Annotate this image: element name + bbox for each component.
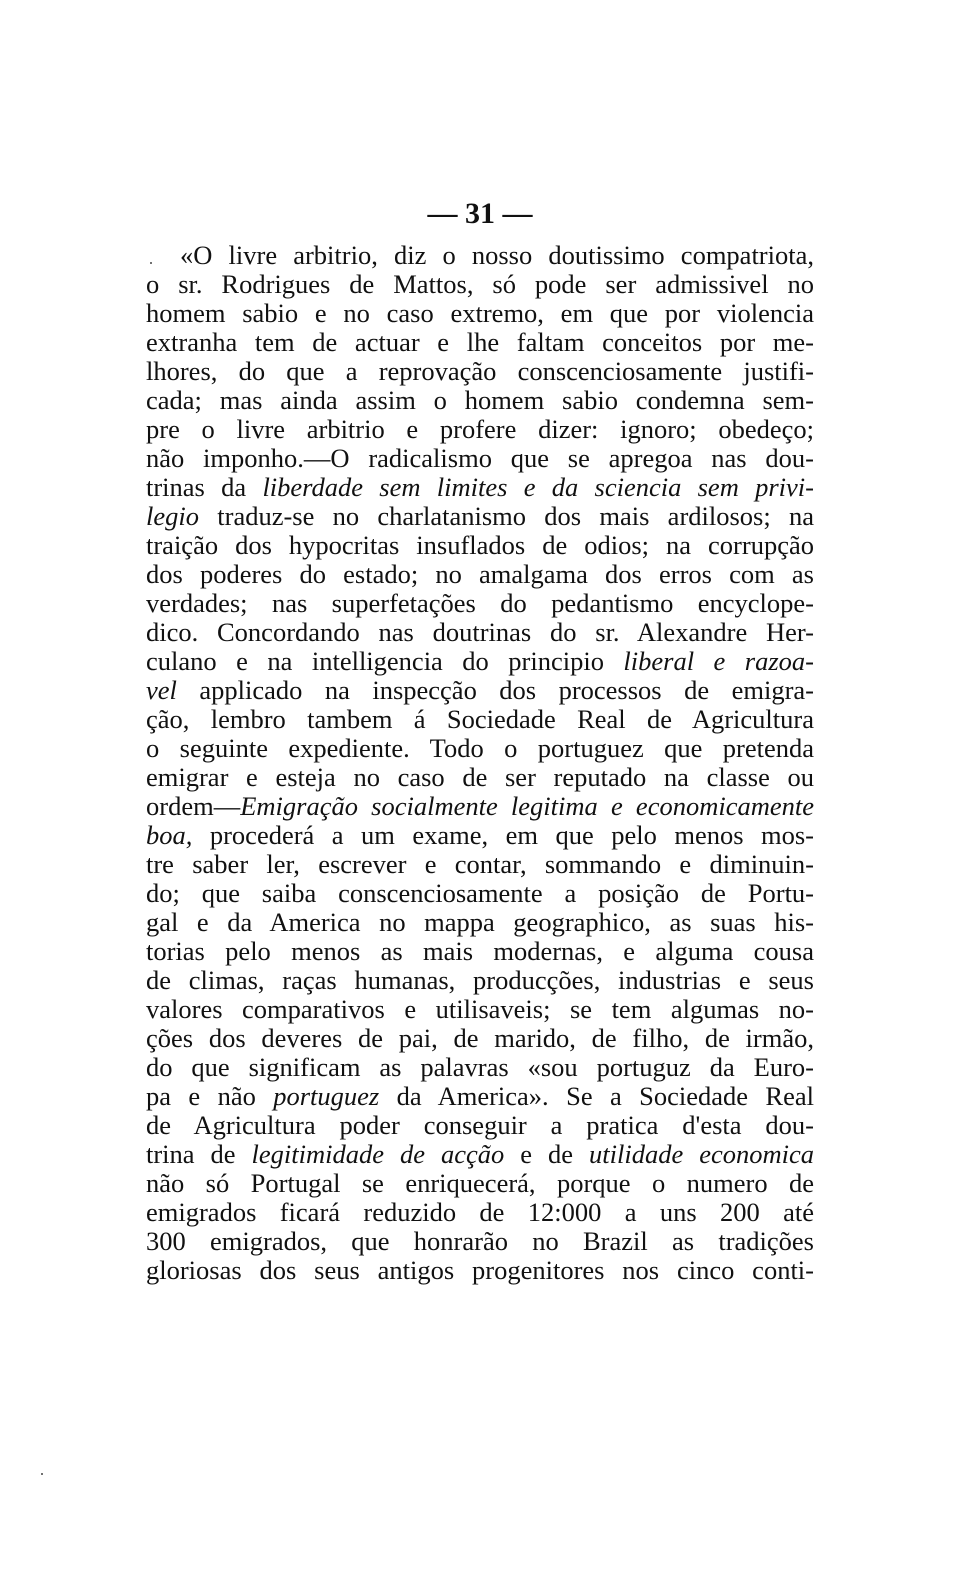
text-run: 300 emigrados, que honrarão no Brazil as tradições — [146, 1226, 814, 1256]
text-line — [146, 1169, 814, 1198]
text-line — [146, 792, 814, 821]
text-line — [146, 357, 814, 386]
text-line — [146, 299, 814, 328]
text-run: traduz-se no charlatanismo dos mais ardilosos; na — [199, 501, 814, 531]
text-line — [146, 618, 814, 647]
text-line — [146, 705, 814, 734]
text-line — [146, 879, 814, 908]
text-run: ções dos deveres de pai, de marido, de filho, de irmão, — [146, 1023, 814, 1053]
text-line — [146, 241, 814, 270]
text-run: da America». Se a Sociedade Real — [379, 1081, 814, 1111]
text-run: trina de — [146, 1139, 252, 1169]
italic-text: boa, — [146, 820, 193, 850]
text-run: tre saber ler, escrever e contar, sommando e diminuin- — [146, 849, 814, 879]
text-run: ção, lembro tambem á Sociedade Real de Agricultura — [146, 704, 814, 734]
text-line — [146, 850, 814, 879]
text-run: emigrados ficará reduzido de 12:000 a uns 200 até — [146, 1197, 814, 1227]
text-line — [146, 1053, 814, 1082]
text-line — [146, 821, 814, 850]
text-line — [146, 415, 814, 444]
italic-text: vel — [146, 675, 177, 705]
text-line — [146, 734, 814, 763]
text-run: ordem— — [146, 791, 241, 821]
text-run: «O livre arbitrio, diz o nosso doutissimo compatriota, — [180, 240, 814, 270]
text-run: traição dos hypocritas insuflados de odios; na corrupção — [146, 530, 814, 560]
text-line — [146, 1256, 814, 1285]
text-run: pre o livre arbitrio e profere dizer: ignoro; obedeço; — [146, 414, 814, 444]
text-line — [146, 270, 814, 299]
text-line — [146, 1198, 814, 1227]
text-run: o sr. Rodrigues de Mattos, só pode ser admissivel no — [146, 269, 814, 299]
print-speck — [150, 262, 152, 264]
text-line — [146, 531, 814, 560]
text-run: procederá a um exame, em que pelo menos mos- — [192, 820, 814, 850]
text-run: verdades; nas superfetações do pedantismo encyclope- — [146, 588, 814, 618]
text-run: gal e da America no mappa geographico, as suas his- — [146, 907, 814, 937]
text-run: gloriosas dos seus antigos progenitores nos cinco conti- — [146, 1255, 814, 1285]
italic-text: liberdade sem limites e da sciencia sem privi- — [262, 472, 814, 502]
text-line — [146, 473, 814, 502]
italic-text: utilidade economica — [589, 1139, 814, 1169]
text-line — [146, 995, 814, 1024]
text-line — [146, 1227, 814, 1256]
text-line — [146, 328, 814, 357]
italic-text: liberal e razoa- — [623, 646, 814, 676]
text-line — [146, 763, 814, 792]
text-line — [146, 1082, 814, 1111]
text-run: culano e na intelligencia do principio — [146, 646, 624, 676]
text-run: extranha tem de actuar e lhe faltam conceitos por me- — [146, 327, 814, 357]
text-run: e de — [504, 1139, 590, 1169]
text-line — [146, 908, 814, 937]
text-run: o seguinte expediente. Todo o portuguez que pretenda — [146, 733, 814, 763]
body-text — [146, 241, 814, 1285]
text-run: do que significam as palavras «sou portuguz da Euro- — [146, 1052, 814, 1082]
text-run: lhores, do que a reprovação conscenciosamente justifi- — [146, 356, 814, 386]
italic-text: legitimidade de acção — [251, 1139, 505, 1169]
text-run: applicado na inspecção dos processos de emigra- — [176, 675, 814, 705]
text-line — [146, 647, 814, 676]
print-speck — [41, 1473, 43, 1475]
text-line — [146, 1140, 814, 1169]
text-line — [146, 589, 814, 618]
text-line — [146, 444, 814, 473]
text-line — [146, 1024, 814, 1053]
italic-text: legio — [146, 501, 199, 531]
text-run: não imponho.—O radicalismo que se apregoa nas dou- — [146, 443, 814, 473]
text-line — [146, 502, 814, 531]
italic-text: Emigração socialmente legitima e economicamente — [240, 791, 814, 821]
text-line — [146, 937, 814, 966]
text-run: dico. Concordando nas doutrinas do sr. Alexandre Her- — [146, 617, 814, 647]
text-run: cada; mas ainda assim o homem sabio condemna sem- — [146, 385, 814, 415]
text-run: de Agricultura poder conseguir a pratica d'esta dou- — [146, 1110, 814, 1140]
text-run: valores comparativos e utilisaveis; se tem algumas no- — [146, 994, 814, 1024]
text-line — [146, 1111, 814, 1140]
text-run: do; que saiba conscenciosamente a posição de Portu- — [146, 878, 814, 908]
text-run: de climas, raças humanas, producções, industrias e seus — [146, 965, 814, 995]
text-run: não só Portugal se enriquecerá, porque o numero de — [146, 1168, 814, 1198]
text-run: dos poderes do estado; no amalgama dos erros com as — [146, 559, 814, 589]
text-line — [146, 386, 814, 415]
text-run: homem sabio e no caso extremo, em que por violencia — [146, 298, 814, 328]
text-run: torias pelo menos as mais modernas, e alguma cousa — [146, 936, 814, 966]
text-line — [146, 966, 814, 995]
text-run: emigrar e esteja no caso de ser reputado na classe ou — [146, 762, 814, 792]
italic-text: portuguez — [273, 1081, 380, 1111]
text-run: trinas da — [146, 472, 263, 502]
text-run: pa e não — [146, 1081, 274, 1111]
page-number: — 31 — — [427, 197, 533, 230]
text-line — [146, 676, 814, 705]
text-line — [146, 560, 814, 589]
